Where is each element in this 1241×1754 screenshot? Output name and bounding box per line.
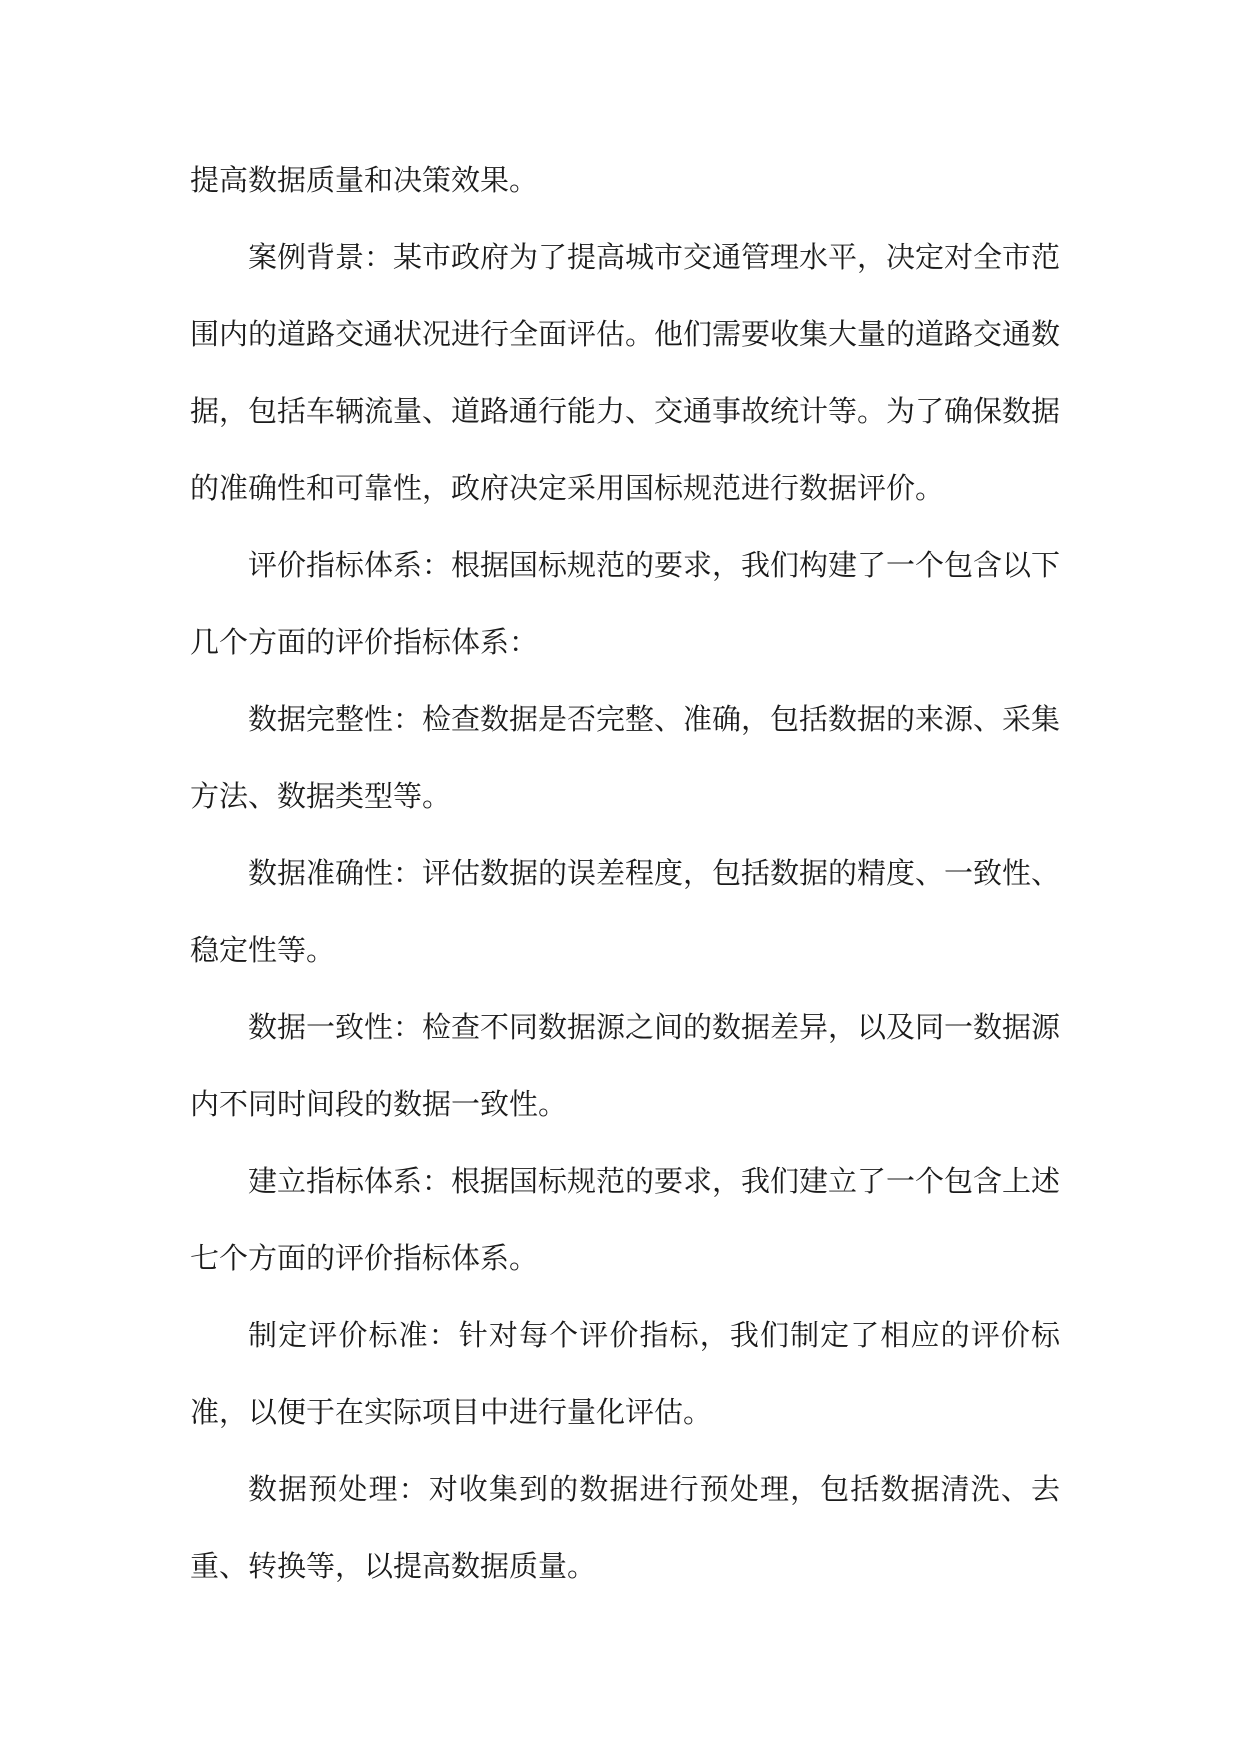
paragraph-data-preprocessing: 数据预处理：对收集到的数据进行预处理，包括数据清洗、去重、转换等，以提高数据质量。 [190, 1472, 1060, 1583]
document-body [190, 142, 1060, 1605]
paragraph-indicator-system: 评价指标体系：根据国标规范的要求，我们构建了一个包含以下几个方面的评价指标体系： [190, 548, 1061, 659]
paragraph-build-indicator-system: 建立指标体系：根据国标规范的要求，我们建立了一个包含上述七个方面的评价指标体系。 [190, 1164, 1061, 1275]
paragraph-data-completeness: 数据完整性：检查数据是否完整、准确，包括数据的来源、采集方法、数据类型等。 [190, 702, 1061, 813]
paragraph-evaluation-standards: 制定评价标准：针对每个评价指标，我们制定了相应的评价标准，以便于在实际项目中进行量化评估。 [190, 1318, 1060, 1429]
paragraph-continuation: 提高数据质量和决策效果。 [190, 163, 539, 197]
paragraph-data-consistency: 数据一致性：检查不同数据源之间的数据差异，以及同一数据源内不同时间段的数据一致性。 [190, 1010, 1061, 1121]
paragraph-data-accuracy: 数据准确性：评估数据的误差程度，包括数据的精度、一致性、稳定性等。 [190, 856, 1061, 967]
paragraph-case-background: 案例背景：某市政府为了提高城市交通管理水平，决定对全市范围内的道路交通状况进行全面评估。他们需要收集大量的道路交通数据，包括车辆流量、道路通行能力、交通事故统计等。为了确保数据的准确性和可靠性，政府决定采用国标规范进行数据评价。 [190, 240, 1061, 505]
